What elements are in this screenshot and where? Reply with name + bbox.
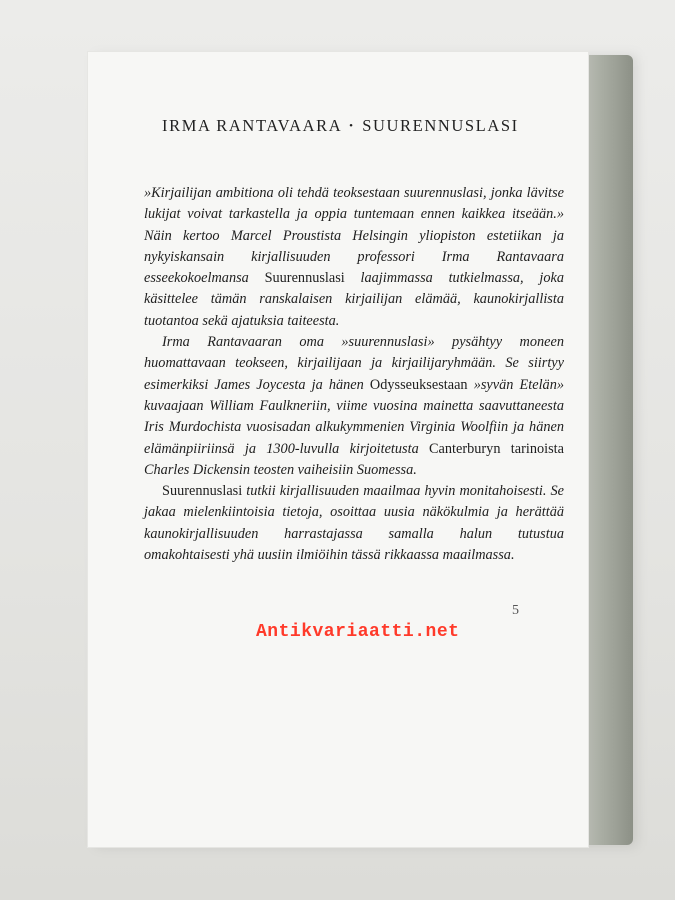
blurb-paragraph-1 [144,183,564,332]
author-name: IRMA RANTAVAARA [162,116,342,135]
book-spine [585,55,633,845]
blurb-segment: Canterburyn tarinoista [429,440,564,457]
blurb-segment: Suurennuslasi [162,483,243,500]
blurb-paragraph-2 [144,332,564,481]
blurb-segment: Charles Dickensin teosten vaiheisiin Suomessa. [144,461,417,478]
blurb-segment: »syvän Etelän» kuvaajaan William Faulkneriin, viime vuosina mainetta saavuttaneesta Iris Murdochista vuosisadan alkukymmenien Virginia Woolfiin ja hänen elämänpiiriinsä ja 1300-luvulla kirjoitetusta [144,376,564,457]
blurb-segment: Näin kertoo Marcel Proustista Helsingin yliopiston estetiikan ja nykyiskansain kirjallisuuden professori Irma Rantavaara esseekokoelmansa [144,227,564,287]
book-title: SUURENNUSLASI [362,116,519,135]
blurb-segment: Odysseuksestaan [369,376,468,393]
blurb-segment: Irma Rantavaaran oma »suurennuslasi» pysähtyy moneen huomattavaan teokseen, kirjailijaan ja kirjailijaryhmään. Se siirtyy esimerkiksi James Joycesta ja hänen [144,334,564,393]
page-number: 5 [512,603,519,618]
title-separator: • [349,120,355,132]
cover-title [162,116,542,136]
blurb-segment: Suurennuslasi [264,270,345,287]
watermark-text: Antikvariaatti.net [256,622,460,642]
blurb-segment: »Kirjailijan ambitiona oli tehdä teoksestaan suurennuslasi, jonka lävitse lukijat voivat tarkastella ja oppia tuntemaan ennen kaikkea itseään.» [144,185,564,223]
blurb-text [144,183,564,566]
blurb-paragraph-3 [144,481,564,566]
blurb-segment: tutkii kirjallisuuden maailmaa hyvin monitahoisesti. Se jakaa mielenkiintoisia tietoja, osoittaa uusia näkökulmia ja herättää kaunokirjallisuuden harrastajassa samalla halun tutustua omakohtaisesti yhä uusiin ilmiöihin tässä rikkaassa maailmassa. [144,483,564,564]
blurb-segment: laajimmassa tutkielmassa, joka käsittelee tämän ranskalaisen kirjailijan elämää, kaunokirjallista tuotantoa sekä ajatuksia taiteesta. [144,270,564,329]
